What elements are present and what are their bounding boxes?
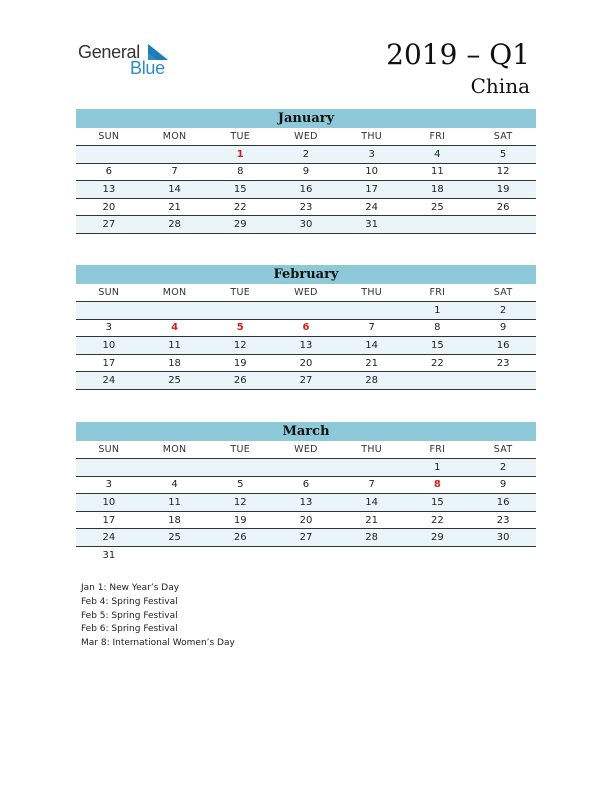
day-cell: 5: [207, 476, 273, 494]
week-row: [76, 354, 536, 372]
day-cell: 17: [339, 181, 405, 199]
empty-day-cell: [339, 547, 405, 565]
brand-blue-text: Blue: [130, 58, 165, 78]
weekday-header-row: [76, 284, 536, 302]
weekday-label: SUN: [76, 128, 142, 146]
day-cell: 31: [339, 216, 405, 234]
day-cell: 9: [470, 476, 536, 494]
country-name: China: [470, 74, 530, 98]
day-cell: 4: [142, 476, 208, 494]
weekday-label: MON: [142, 284, 208, 302]
empty-day-cell: [470, 372, 536, 390]
day-cell: 6: [273, 319, 339, 337]
week-row: [76, 547, 536, 565]
day-cell: 19: [207, 511, 273, 529]
week-row: [76, 511, 536, 529]
day-cell: 13: [273, 337, 339, 355]
week-row: [76, 337, 536, 355]
month-february: [76, 265, 536, 390]
day-cell: 7: [142, 163, 208, 181]
month-title: January: [76, 109, 536, 128]
day-cell: 30: [470, 529, 536, 547]
day-cell: 16: [470, 494, 536, 512]
day-cell: 2: [470, 459, 536, 477]
day-cell: 7: [339, 319, 405, 337]
empty-day-cell: [76, 302, 142, 320]
day-cell: 20: [273, 354, 339, 372]
day-cell: 10: [339, 163, 405, 181]
day-cell: 18: [405, 181, 471, 199]
empty-day-cell: [405, 372, 471, 390]
weekday-label: SAT: [470, 284, 536, 302]
day-cell: 18: [142, 354, 208, 372]
day-cell: 16: [273, 181, 339, 199]
day-cell: 13: [76, 181, 142, 199]
day-cell: 11: [142, 494, 208, 512]
day-cell: 10: [76, 494, 142, 512]
empty-day-cell: [339, 459, 405, 477]
day-cell: 5: [470, 146, 536, 164]
month-grid: [76, 128, 536, 234]
week-row: [76, 372, 536, 390]
empty-day-cell: [339, 302, 405, 320]
day-cell: 1: [405, 302, 471, 320]
day-cell: 23: [273, 198, 339, 216]
page-title: 2019 – Q1: [386, 38, 530, 71]
week-row: [76, 302, 536, 320]
week-row: [76, 494, 536, 512]
day-cell: 26: [470, 198, 536, 216]
day-cell: 4: [142, 319, 208, 337]
day-cell: 14: [339, 494, 405, 512]
day-cell: 25: [142, 372, 208, 390]
day-cell: 17: [76, 354, 142, 372]
day-cell: 9: [273, 163, 339, 181]
day-cell: 20: [76, 198, 142, 216]
empty-day-cell: [142, 459, 208, 477]
weekday-label: SUN: [76, 441, 142, 459]
day-cell: 24: [76, 372, 142, 390]
day-cell: 6: [76, 163, 142, 181]
day-cell: 28: [142, 216, 208, 234]
day-cell: 1: [405, 459, 471, 477]
month-january: [76, 109, 536, 234]
empty-day-cell: [405, 547, 471, 565]
day-cell: 27: [273, 372, 339, 390]
week-row: [76, 198, 536, 216]
week-row: [76, 476, 536, 494]
holiday-notes: [81, 582, 235, 651]
day-cell: 11: [405, 163, 471, 181]
month-grid: [76, 441, 536, 564]
day-cell: 22: [405, 354, 471, 372]
day-cell: 17: [76, 511, 142, 529]
day-cell: 27: [273, 529, 339, 547]
day-cell: 19: [470, 181, 536, 199]
day-cell: 21: [339, 511, 405, 529]
day-cell: 15: [207, 181, 273, 199]
holiday-note: Mar 8: International Women’s Day: [81, 638, 235, 649]
weekday-header-row: [76, 441, 536, 459]
empty-day-cell: [142, 547, 208, 565]
day-cell: 13: [273, 494, 339, 512]
empty-day-cell: [76, 146, 142, 164]
weekday-header-row: [76, 128, 536, 146]
day-cell: 8: [405, 476, 471, 494]
empty-day-cell: [405, 216, 471, 234]
month-march: [76, 422, 536, 564]
week-row: [76, 459, 536, 477]
day-cell: 14: [339, 337, 405, 355]
weekday-label: SAT: [470, 441, 536, 459]
day-cell: 15: [405, 494, 471, 512]
month-grid: [76, 284, 536, 390]
day-cell: 31: [102, 550, 116, 562]
day-cell: 21: [142, 198, 208, 216]
holiday-note: Feb 6: Spring Festival: [81, 624, 178, 635]
month-title: March: [76, 422, 536, 441]
weekday-label: FRI: [405, 441, 471, 459]
day-cell: 15: [405, 337, 471, 355]
empty-day-cell: [142, 146, 208, 164]
brand-general-text: General: [78, 42, 140, 62]
holiday-note: Feb 4: Spring Festival: [81, 596, 178, 607]
day-cell: 12: [470, 163, 536, 181]
holiday-note: Jan 1: New Year’s Day: [81, 583, 180, 593]
day-cell: 25: [142, 529, 208, 547]
day-cell: 12: [207, 337, 273, 355]
week-row: [76, 146, 536, 164]
weekday-label: WED: [273, 284, 339, 302]
day-cell: 30: [273, 216, 339, 234]
day-cell: 23: [470, 511, 536, 529]
week-row: [76, 181, 536, 199]
day-cell: 26: [207, 529, 273, 547]
weekday-label: FRI: [405, 284, 471, 302]
empty-day-cell: [470, 547, 536, 565]
week-row: [76, 163, 536, 181]
empty-day-cell: [142, 302, 208, 320]
empty-day-cell: [273, 302, 339, 320]
day-cell: 24: [339, 198, 405, 216]
weekday-label: FRI: [405, 128, 471, 146]
day-cell: 24: [76, 529, 142, 547]
day-cell: 11: [142, 337, 208, 355]
weekday-label: TUE: [207, 441, 273, 459]
day-cell: 2: [470, 302, 536, 320]
empty-day-cell: [76, 459, 142, 477]
day-cell: 8: [207, 163, 273, 181]
weekday-label: THU: [339, 441, 405, 459]
day-cell: 19: [207, 354, 273, 372]
day-cell: 28: [339, 529, 405, 547]
holiday-note: Feb 5: Spring Festival: [81, 610, 178, 621]
day-cell: 29: [207, 216, 273, 234]
weekday-label: THU: [339, 128, 405, 146]
day-cell: 16: [470, 337, 536, 355]
empty-day-cell: [273, 459, 339, 477]
day-cell: 18: [142, 511, 208, 529]
day-cell: 21: [339, 354, 405, 372]
weekday-label: TUE: [207, 128, 273, 146]
day-cell: 12: [207, 494, 273, 512]
day-cell: 3: [76, 476, 142, 494]
empty-day-cell: [207, 302, 273, 320]
day-cell: 22: [405, 511, 471, 529]
empty-day-cell: [207, 459, 273, 477]
empty-day-cell: [470, 216, 536, 234]
month-title: February: [76, 265, 536, 284]
day-cell: 27: [76, 216, 142, 234]
weekday-label: SAT: [470, 128, 536, 146]
weekday-label: MON: [142, 128, 208, 146]
day-cell: 14: [142, 181, 208, 199]
day-cell: 26: [207, 372, 273, 390]
week-row: [76, 529, 536, 547]
day-cell: 8: [405, 319, 471, 337]
weekday-label: WED: [273, 441, 339, 459]
weekday-label: WED: [273, 128, 339, 146]
day-cell: 7: [339, 476, 405, 494]
empty-day-cell: [207, 547, 273, 565]
weekday-label: SUN: [76, 284, 142, 302]
day-cell: 20: [273, 511, 339, 529]
day-cell: 3: [76, 319, 142, 337]
weekday-label: MON: [142, 441, 208, 459]
day-cell: 4: [405, 146, 471, 164]
day-cell: 9: [470, 319, 536, 337]
day-cell: 23: [470, 354, 536, 372]
weekday-label: THU: [339, 284, 405, 302]
day-cell: 3: [339, 146, 405, 164]
week-row: [76, 216, 536, 234]
brand-logo: [78, 42, 178, 78]
weekday-label: TUE: [207, 284, 273, 302]
day-cell: 28: [339, 372, 405, 390]
day-cell: 6: [273, 476, 339, 494]
day-cell: 1: [207, 146, 273, 164]
day-cell: 25: [405, 198, 471, 216]
day-cell: 10: [76, 337, 142, 355]
week-row: [76, 319, 536, 337]
day-cell: 2: [273, 146, 339, 164]
day-cell: 5: [207, 319, 273, 337]
day-cell: 29: [405, 529, 471, 547]
day-cell: 22: [207, 198, 273, 216]
empty-day-cell: [273, 547, 339, 565]
